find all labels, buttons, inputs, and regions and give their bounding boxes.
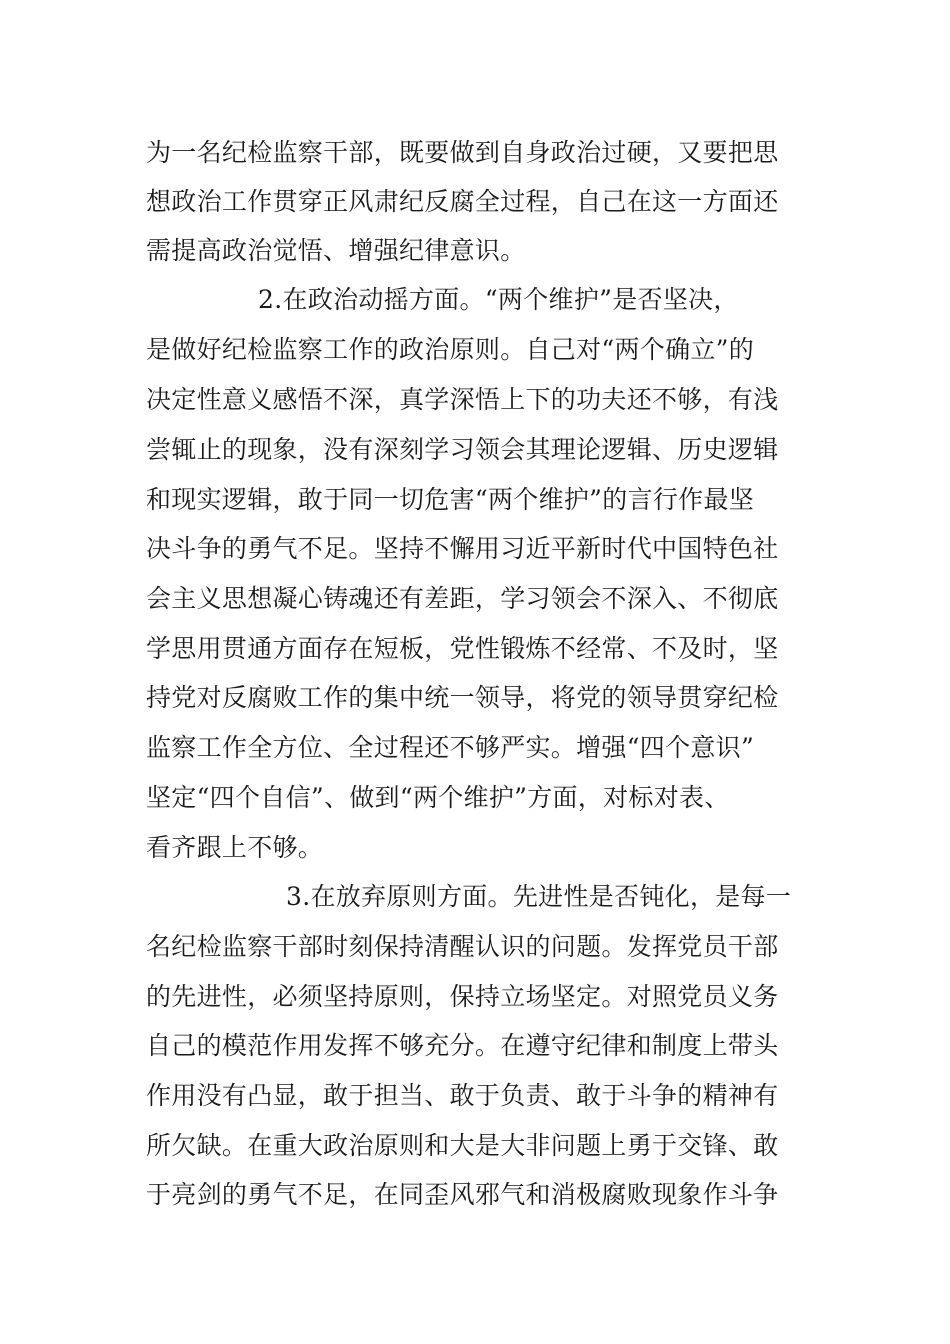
text-line: 会主义思想凝心铸魂还有差距，学习领会不深入、不彻底	[146, 584, 779, 613]
text-line: 决定性意义感悟不深，真学深悟上下的功夫还不够，有浅	[146, 385, 779, 414]
text-line: 所欠缺。在重大政治原则和大是大非问题上勇于交锋、敢	[146, 1131, 779, 1160]
text-line: 看齐跟上不够。	[146, 833, 324, 862]
text-line: 名纪检监察干部时刻保持清醒认识的问题。发挥党员干部	[146, 932, 779, 961]
text-line: 的先进性，必须坚持原则，保持立场坚定。对照党员义务	[146, 982, 779, 1011]
text-line: 持党对反腐败工作的集中统一领导，将党的领导贯穿纪检	[146, 683, 779, 712]
text-line: 于亮剑的勇气不足，在同歪风邪气和消极腐败现象作斗争	[146, 1180, 779, 1209]
text-line: 自己的模范作用发挥不够充分。在遵守纪律和制度上带头	[146, 1031, 779, 1060]
text-line: 是做好纪检监察工作的政治原则。自己对“两个确立”的	[146, 335, 755, 364]
text-line: 需提高政治觉悟、增强纪律意识。	[146, 236, 526, 265]
text-line: 学思用贯通方面存在短板，党性锻炼不经常、不及时，坚	[146, 634, 779, 663]
text-line: 监察工作全方位、全过程还不够严实。增强“四个意识”	[146, 733, 755, 762]
paragraph-3-heading-line: 3.在放弃原则方面。先进性是否钝化，是每一	[286, 882, 792, 911]
text-line: 坚定“四个自信”、做到“两个维护”方面，对标对表、	[146, 783, 730, 812]
text-line: 作用没有凸显，敢于担当、敢于负责、敢于斗争的精神有	[146, 1081, 779, 1110]
text-line: 决斗争的勇气不足。坚持不懈用习近平新时代中国特色社	[146, 534, 779, 563]
text-line: 尝辄止的现象，没有深刻学习领会其理论逻辑、历史逻辑	[146, 435, 779, 464]
text-line: 和现实逻辑，敢于同一切危害“两个维护”的言行作最坚	[146, 485, 755, 514]
text-line: 为一名纪检监察干部，既要做到自身政治过硬，又要把思	[146, 138, 779, 167]
paragraph-2-heading-line: 2.在政治动摇方面。“两个维护”是否坚决，	[258, 285, 739, 314]
text-line: 想政治工作贯穿正风肃纪反腐全过程，自己在这一方面还	[146, 187, 779, 216]
